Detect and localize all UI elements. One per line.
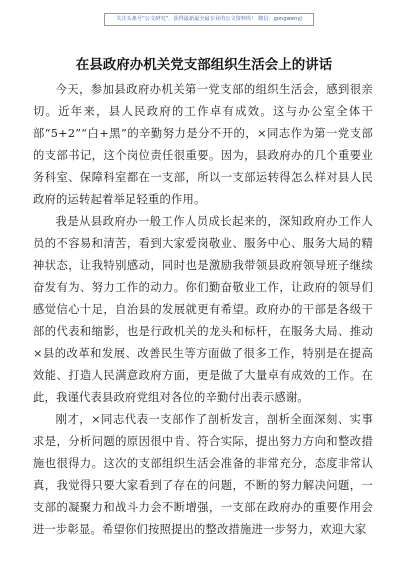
header-banner: 关注头条号“公文研究”，获得最新最全最专业的公文资料库！ 微信：gongwenyj [104,13,314,26]
document-title: 在县政府办机关党支部组织生活会上的讲话 [75,57,333,73]
paragraph: 今天，参加县政府办机关第一党支部的组织生活会，感到很亲切。近年来，县人民政府的工作卓有成效。这与办公室全体干部“5+2”“白+黑”的辛勤努力是分不开的，×同志作为第一党支部的支部书记，这个岗位责任很重要。因为，县政府办的几个重要业务科室、保障科室都在一支部，所以一支部运转得怎么样对县人民政府的运转起着举足轻重的作用。 [33,83,373,206]
paragraph: 我是从县政府办一般工作人员成长起来的，深知政府办工作人员的不容易和清苦，看到大家爱岗敬业、服务中心、服务大局的精神状态，让我特别感动，同时也是激励我带领县政府领导班子继续奋发有为、努力工作的动力。你们勤奋敬业工作，让政府的领导们感觉信心十足，自治县的发展就更有希望。政府办的干部是各级干部的代表和缩影，也是行政机关的龙头和标杆，在服务大局、推动×县的改革和发展、改善民生等方面做了很多工作，特别是在提高效能、打造人民满意政府方面，更是做了大量卓有成效的工作。在此，我谨代表县政府党组对各位的辛勤付出表示感谢。 [33,215,373,404]
document-body [33,79,373,541]
paragraph: 刚才，×同志代表一支部作了剖析发言，剖析全面深刻、实事求是，分析问题的原因很中肯、符合实际，提出努力方向和整改措施也很得力。这次的支部组织生活会准备的非常充分，态度非常认真，我觉得只要大家看到了存在的问题，不断的努力解决问题，一支部的凝聚力和战斗力会不断增强，一支部在政府办的重要作用会进一步彰显。希望你们按照提出的整改措施进一步努力，欢迎大家 [33,413,373,536]
